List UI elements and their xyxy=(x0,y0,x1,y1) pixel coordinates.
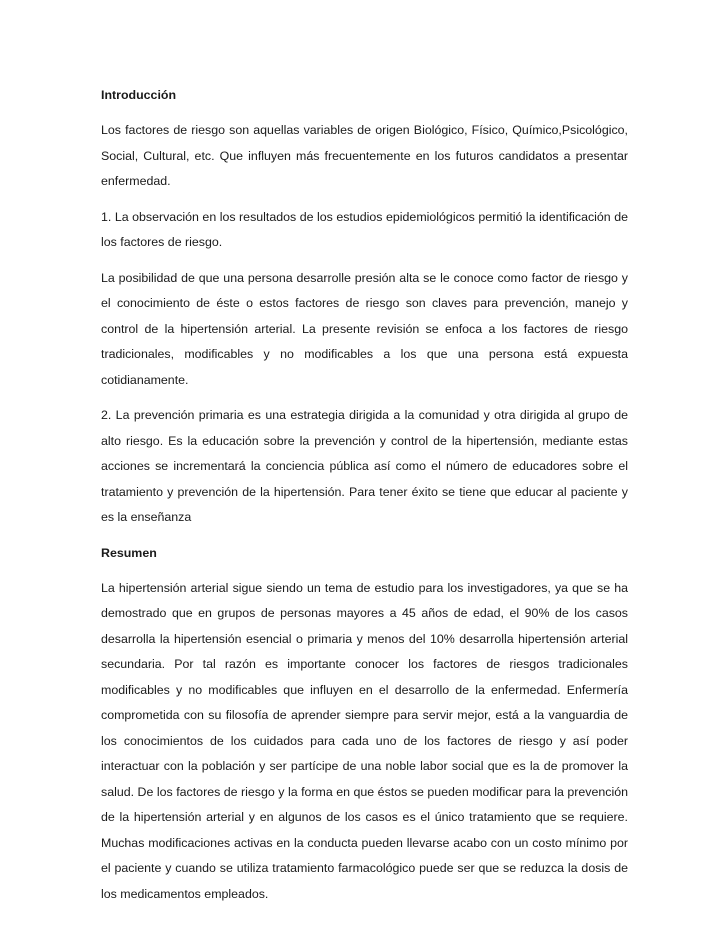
summary-paragraph-1: La hipertensión arterial sigue siendo un tema de estudio para los investigadores, ya que se ha demostrado que en grupos de personas mayores a 45 años de edad, el 90% de los casos desarrolla la hipertensión esencial o primaria y menos del 10% desarrolla hipertensión arterial secundaria. Por tal razón es importante conocer los factores de riesgos tradicionales modificables y no modificables que influyen en el desarrollo de la enfermedad. Enfermería comprometida con su filosofía de aprender siempre para servir mejor, está a la vanguardia de los conocimientos de los cuidados para cada uno de los factores de riesgo y así poder interactuar con la población y ser partícipe de una noble labor social que es la de promover la salud. De los factores de riesgo y la forma en que éstos se pueden modificar para la prevención de la hipertensión arterial y en algunos de los casos es el único tratamiento que se requiere. Muchas modificaciones activas en la conducta pueden llevarse acabo con un costo mínimo por el paciente y cuando se utiliza tratamiento farmacológico puede ser que se reduzca la dosis de los medicamentos empleados. xyxy=(101,580,628,901)
intro-paragraph-1: Los factores de riesgo son aquellas variables de origen Biológico, Físico, Químico,Psicológico, Social, Cultural, etc. Que influyen más frecuentemente en los futuros candidatos a presentar enfermedad. xyxy=(101,123,628,188)
document-page xyxy=(101,83,628,917)
intro-paragraph-3: La posibilidad de que una persona desarrolle presión alta se le conoce como factor de riesgo y el conocimiento de éste o estos factores de riesgo son claves para prevención, manejo y control de la hipertensión arterial. La presente revisión se enfoca a los factores de riesgo tradicionales, modificables y no modificables a los que una persona está expuesta cotidianamente. xyxy=(101,270,628,387)
section-heading-introduccion: Introducción xyxy=(101,88,177,102)
intro-paragraph-4: 2. La prevención primaria es una estrategia dirigida a la comunidad y otra dirigida al grupo de alto riesgo. Es la educación sobre la prevención y control de la hipertensión, mediante estas acciones se incrementará la conciencia pública así como el número de educadores sobre el tratamiento y prevención de la hipertensión. Para tener éxito se tiene que educar al paciente y es la enseñanza xyxy=(101,408,628,524)
section-heading-resumen: Resumen xyxy=(101,545,157,560)
intro-paragraph-2: 1. La observación en los resultados de los estudios epidemiológicos permitió la identificación de los factores de riesgo. xyxy=(101,209,628,249)
